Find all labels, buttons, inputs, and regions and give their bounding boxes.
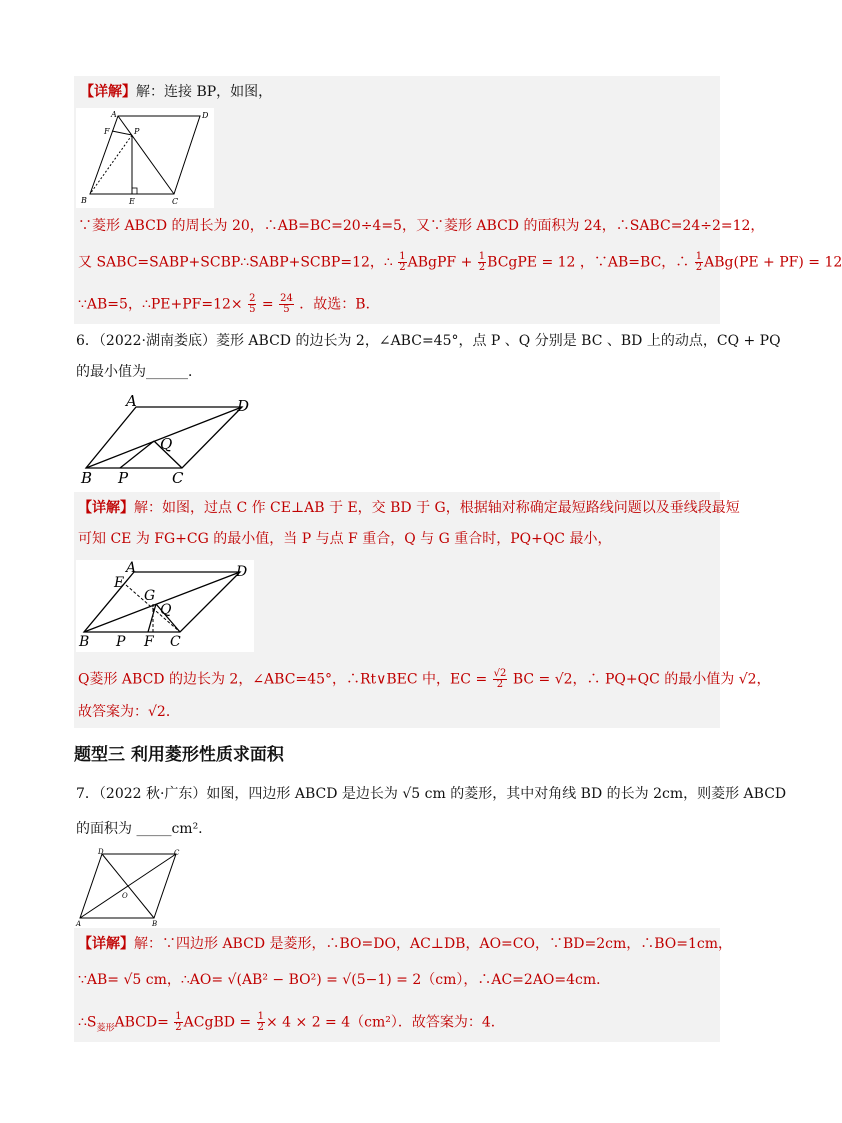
solution-text: 解：连接 BP，如图，: [136, 84, 273, 100]
solution-line: [78, 294, 380, 315]
solution-text: ABCD=: [114, 1014, 169, 1031]
solution-text: ACgBD =: [183, 1014, 252, 1031]
question-7-line-2: 的面积为 _____cm².: [76, 821, 203, 837]
solution-tag: 【详解】: [80, 84, 136, 100]
fraction: [398, 252, 406, 273]
fraction-num: √2: [493, 668, 507, 679]
solution-tag: 【详解】: [78, 936, 134, 952]
solution-text: 又 SABC=SABP+SCBP∴SABP+SCBP=12，∴: [78, 254, 393, 271]
label-Q: Q: [160, 602, 172, 618]
label-C: C: [174, 849, 180, 857]
label-B: B: [152, 920, 158, 928]
label-B: B: [81, 469, 93, 487]
label-D: D: [236, 564, 248, 580]
fraction-num: 1: [175, 1011, 182, 1022]
solution-line: [78, 669, 771, 690]
solution-text: BC = √2，∴ PQ+QC 的最小值为 √2，: [512, 671, 771, 688]
fraction-num: 2: [249, 293, 256, 304]
label-E: E: [114, 575, 125, 591]
fraction: [257, 1012, 265, 1033]
label-P: P: [134, 127, 140, 136]
fraction-num: 1: [695, 251, 703, 262]
solution-tag: 【详解】: [78, 500, 134, 516]
label-B: B: [79, 634, 90, 650]
solution-line: [78, 702, 180, 722]
fraction-den: 5: [249, 304, 256, 315]
fraction-den: 2: [257, 1022, 264, 1033]
label-F: F: [144, 634, 154, 650]
solution-text: =: [261, 296, 274, 313]
fraction: [478, 252, 486, 273]
question-6-line-1: 6．（2022·湖南娄底）菱形 ABCD 的边长为 2，∠ABC=45°，点 P 、Q 分别是 BC 、BD 上的动点，CQ + PQ: [76, 333, 781, 349]
solution-text: ABg(PE + PF) = 12: [704, 254, 842, 271]
label-P: P: [116, 634, 126, 650]
solution-line: [78, 498, 740, 518]
fraction-den: 2: [175, 1022, 182, 1033]
fraction-den: 2: [399, 262, 406, 273]
label-D: D: [237, 397, 250, 415]
label-F: F: [104, 127, 110, 136]
rhombus-figure-2: [76, 392, 266, 487]
solution-text: 可知 CE 为 FG+CG 的最小值，当 P 与点 F 重合，Q 与 G 重合时，PQ+QC 最小，: [78, 531, 612, 547]
fraction-num: 24: [280, 293, 293, 304]
fraction: [248, 294, 256, 315]
subscript: 菱形: [96, 1023, 115, 1034]
solution-line: [78, 934, 732, 954]
solution-text: 解：∵四边形 ABCD 是菱形，∴BO=DO，AC⊥DB，AO=CO，∵BD=2cm，∴BO=1cm，: [134, 936, 733, 952]
label-D: D: [98, 848, 104, 856]
label-A: A: [76, 920, 82, 928]
rhombus-figure-3: [76, 560, 254, 652]
fraction: [279, 294, 294, 315]
label-A: A: [126, 392, 137, 410]
solution-line: [78, 216, 764, 236]
label-D: D: [202, 111, 209, 120]
solution-text: ∴S: [78, 1014, 97, 1031]
solution-line: [78, 970, 610, 990]
fraction-den: 2: [496, 679, 504, 690]
solution-line: [78, 1012, 505, 1038]
fraction: [695, 252, 703, 273]
section-heading: 题型三 利用菱形性质求面积: [74, 745, 284, 765]
fraction-den: 2: [478, 262, 486, 273]
label-B: B: [81, 196, 87, 205]
fraction-den: 5: [283, 304, 290, 315]
label-C: C: [172, 197, 179, 206]
rhombus-figure-4: [74, 848, 186, 928]
solution-text: ABgPF +: [407, 254, 473, 271]
solution-text: BCgPE = 12 ，∵AB=BC，∴: [487, 254, 690, 271]
label-P: P: [118, 469, 129, 487]
fraction-num: 1: [478, 251, 486, 262]
fraction: [493, 669, 508, 690]
fraction-num: 1: [257, 1011, 264, 1022]
solution-line: [80, 82, 272, 102]
question-7-line-1: 7．（2022 秋·广东）如图，四边形 ABCD 是边长为 √5 cm 的菱形，其中对角线 BD 的长为 2cm，则菱形 ABCD: [76, 786, 787, 802]
solution-text: × 4 × 2 = 4（cm²）．故答案为：4．: [265, 1014, 505, 1031]
label-Q: Q: [160, 435, 173, 453]
solution-line: [78, 252, 842, 273]
solution-line: [78, 529, 611, 549]
solution-box-3: [74, 928, 733, 1042]
solution-box-2: [74, 492, 771, 728]
label-A: A: [111, 110, 117, 119]
solution-text: ∵菱形 ABCD 的周长为 20，∴AB=BC=20÷4=5，又∵菱形 ABCD 的面积为 24，∴SABC=24÷2=12，: [78, 218, 765, 234]
solution-box-1: [74, 76, 842, 324]
label-O: O: [122, 892, 128, 900]
fraction: [174, 1012, 182, 1033]
label-E: E: [129, 197, 135, 206]
label-C: C: [170, 634, 181, 650]
solution-text: ．故选：B．: [299, 296, 380, 313]
rhombus-figure-1: [76, 108, 214, 208]
solution-text: 解：如图，过点 C 作 CE⊥AB 于 E，交 BD 于 G，根据轴对称确定最短路线问题以及垂线段最短: [134, 500, 740, 516]
solution-text: ∵AB= √5 cm，∴AO= √(AB² − BO²) = √(5−1) = 2（cm），∴AC=2AO=4cm．: [78, 972, 611, 988]
solution-text: 故答案为：√2．: [78, 704, 180, 720]
solution-text: ∵AB=5，∴PE+PF=12×: [78, 296, 243, 313]
solution-text: Q菱形 ABCD 的边长为 2，∠ABC=45°，∴Rt∨BEC 中，EC =: [78, 671, 488, 688]
question-6-line-2: 的最小值为______．: [76, 364, 202, 380]
fraction-num: 1: [399, 251, 406, 262]
label-G: G: [144, 588, 156, 604]
fraction-den: 2: [695, 262, 703, 273]
label-C: C: [172, 469, 184, 487]
label-A: A: [126, 560, 137, 576]
